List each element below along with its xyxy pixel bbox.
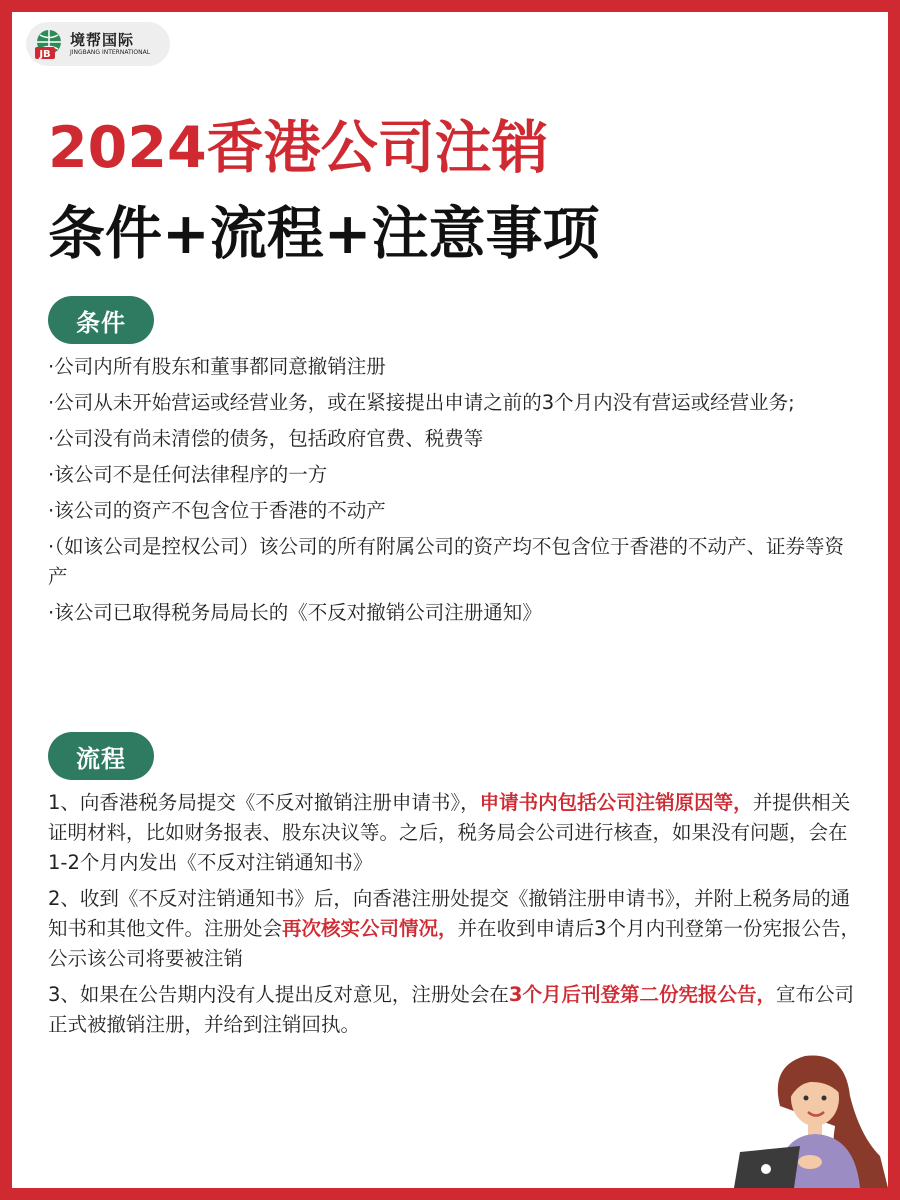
condition-item: ·该公司的资产不包含位于香港的不动产 <box>48 499 386 522</box>
process-heading: 流程 <box>48 732 154 780</box>
conditions-heading: 条件 <box>48 296 154 344</box>
process-step <box>48 788 860 878</box>
woman-with-laptop-illustration <box>720 1036 888 1188</box>
step-text: 宣布公司正式被撤销注册，并给到注销回执。 <box>48 983 855 1036</box>
step-text: 并在收到申请后3个月内刊登第一份宪报公告，公示该公司将要被注销 <box>48 917 860 970</box>
conditions-list <box>48 352 860 634</box>
title-line-2: 条件+流程+注意事项 <box>48 201 600 267</box>
process-step <box>48 884 860 974</box>
brand-logo <box>26 22 170 66</box>
step-highlight: 再次核实公司情况， <box>282 917 458 940</box>
process-list <box>48 788 860 1046</box>
condition-item: ·该公司已取得税务局局长的《不反对撤销公司注册通知》 <box>48 601 542 624</box>
logo-badge-text: JB <box>39 49 51 60</box>
step-text: 3、如果在公告期内没有人提出反对意见，注册处会在 <box>48 983 509 1006</box>
logo-name-en: JINGBANG INTERNATIONAL <box>70 49 151 56</box>
page-frame <box>12 12 888 1188</box>
step-text: 2、收到《不反对注销通知书》后，向香港注册处提交《撤销注册申请书》，并附上税务局的通知书和其他文件。注册处会 <box>48 887 851 940</box>
condition-item: ·该公司不是任何法律程序的一方 <box>48 463 328 486</box>
condition-item: ·公司内所有股东和董事都同意撤销注册 <box>48 355 386 378</box>
logo-name-cn: 境帮国际 <box>70 31 135 49</box>
title-line-1: 2024香港公司注销 <box>48 115 549 181</box>
globe-logo-icon <box>32 27 66 61</box>
step-highlight: 申请书内包括公司注销原因等， <box>479 791 753 814</box>
condition-item: ·（如该公司是控权公司）该公司的所有附属公司的资产均不包含位于香港的不动产、证券等资产 <box>48 535 844 588</box>
condition-item: ·公司没有尚未清偿的债务，包括政府官费、税费等 <box>48 427 484 450</box>
step-highlight: 3个月后刊登第二份宪报公告， <box>508 983 776 1006</box>
step-text: 并提供相关证明材料，比如财务报表、股东决议等。之后，税务局会公司进行核查，如果没有问题，会在1-2个月内发出《不反对注销通知书》 <box>48 791 851 874</box>
condition-item: ·公司从未开始营运或经营业务，或在紧接提出申请之前的3个月内没有营运或经营业务; <box>48 391 795 414</box>
process-step <box>48 980 860 1040</box>
step-text: 1、向香港税务局提交《不反对撤销注册申请书》， <box>48 791 480 814</box>
